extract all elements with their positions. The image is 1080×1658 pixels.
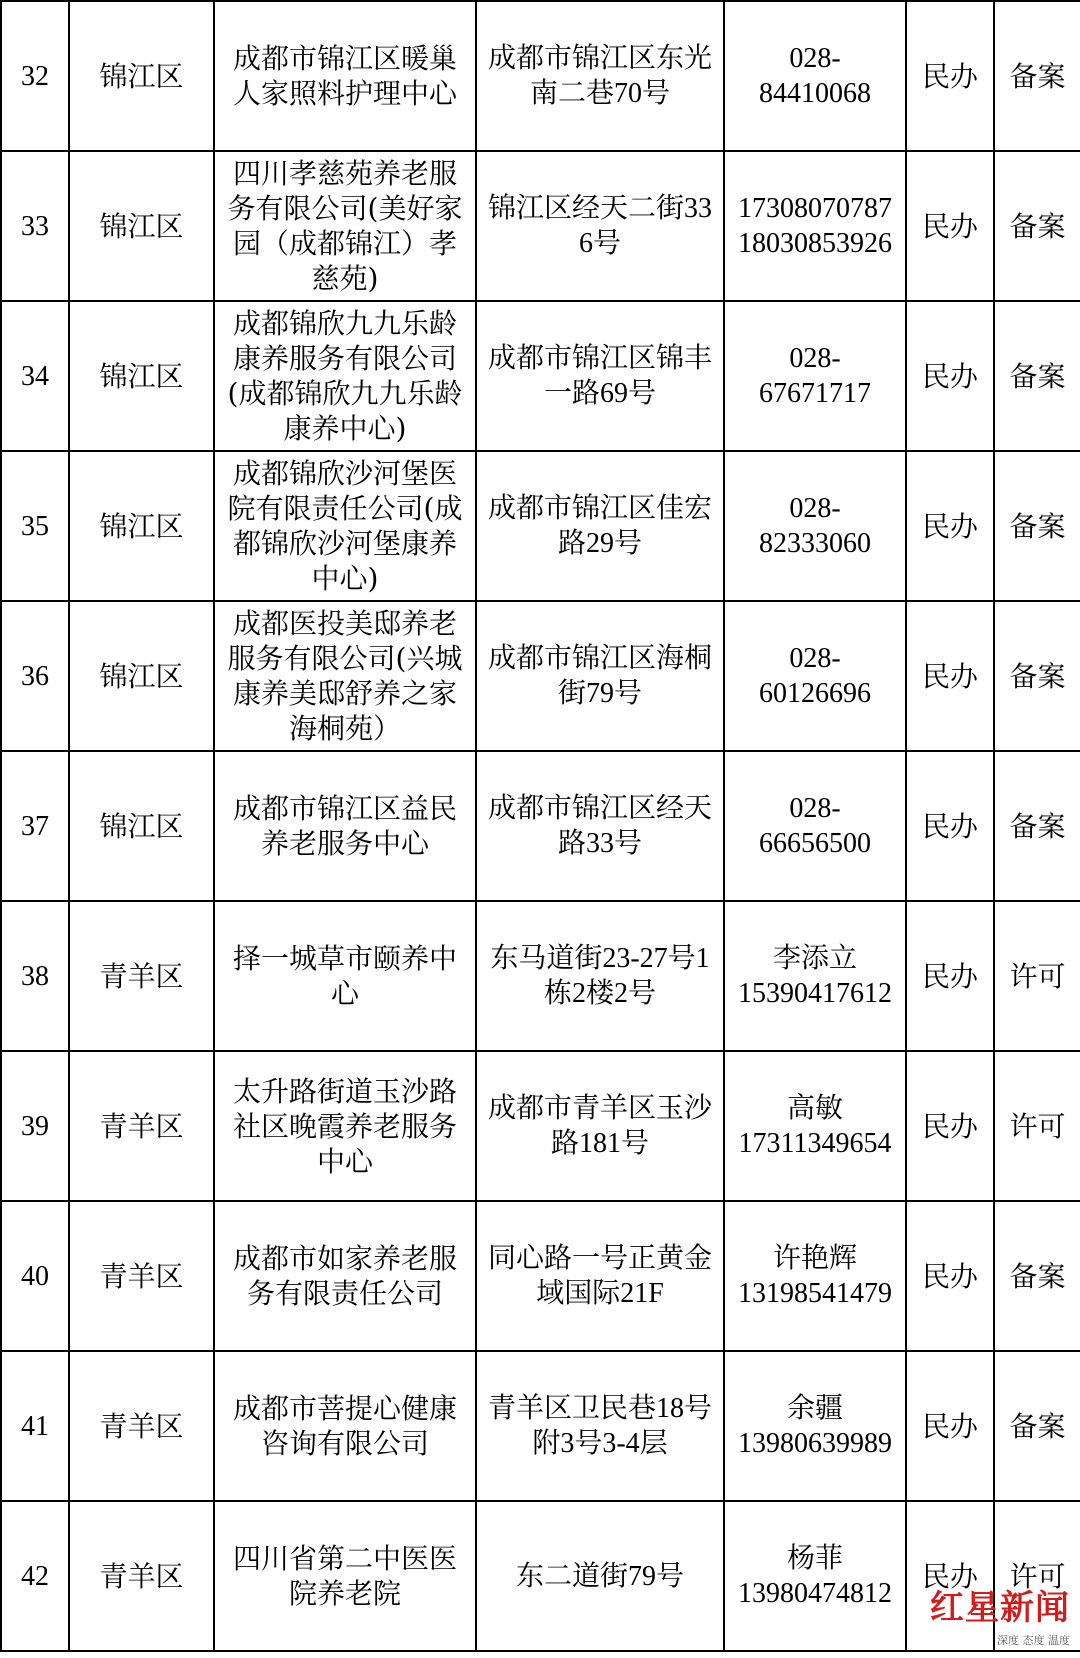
cell-number: 39 xyxy=(1,1051,69,1201)
cell-status: 备案 xyxy=(994,1,1080,151)
cell-address: 成都市青羊区玉沙路181号 xyxy=(476,1051,724,1201)
cell-status: 备案 xyxy=(994,601,1080,751)
table-row xyxy=(1,1351,1080,1501)
table-row xyxy=(1,151,1080,301)
cell-status: 备案 xyxy=(994,1351,1080,1501)
cell-contact: 许艳辉 13198541479 xyxy=(724,1201,906,1351)
cell-address: 成都市锦江区海桐街79号 xyxy=(476,601,724,751)
cell-district: 锦江区 xyxy=(69,751,214,901)
cell-type: 民办 xyxy=(906,901,994,1051)
cell-institution-name: 成都医投美邸养老服务有限公司(兴城康养美邸舒养之家海桐苑） xyxy=(214,601,476,751)
cell-type: 民办 xyxy=(906,751,994,901)
cell-institution-name: 成都市菩提心健康咨询有限公司 xyxy=(214,1351,476,1501)
cell-type: 民办 xyxy=(906,1,994,151)
table-row xyxy=(1,451,1080,601)
cell-number: 42 xyxy=(1,1501,69,1651)
cell-institution-name: 四川孝慈苑养老服务有限公司(美好家园（成都锦江）孝慈苑) xyxy=(214,151,476,301)
cell-number: 35 xyxy=(1,451,69,601)
cell-status: 许可 xyxy=(994,901,1080,1051)
cell-district: 锦江区 xyxy=(69,1,214,151)
cell-address: 东二道街79号 xyxy=(476,1501,724,1651)
cell-status: 备案 xyxy=(994,151,1080,301)
cell-contact: 17308070787 18030853926 xyxy=(724,151,906,301)
cell-number: 41 xyxy=(1,1351,69,1501)
cell-contact: 高敏 17311349654 xyxy=(724,1051,906,1201)
watermark-title: 红星新闻 xyxy=(930,1588,1070,1628)
table-row xyxy=(1,1,1080,151)
cell-status: 备案 xyxy=(994,1201,1080,1351)
watermark-logo xyxy=(890,1580,1070,1650)
cell-contact: 028- 67671717 xyxy=(724,301,906,451)
cell-status: 许可 xyxy=(994,1501,1080,1651)
cell-number: 40 xyxy=(1,1201,69,1351)
cell-number: 38 xyxy=(1,901,69,1051)
cell-district: 锦江区 xyxy=(69,601,214,751)
cell-type: 民办 xyxy=(906,301,994,451)
cell-district: 锦江区 xyxy=(69,301,214,451)
table-body xyxy=(1,1,1080,1651)
cell-status: 备案 xyxy=(994,451,1080,601)
cell-institution-name: 太升路街道玉沙路社区晚霞养老服务中心 xyxy=(214,1051,476,1201)
table-row xyxy=(1,1051,1080,1201)
cell-district: 青羊区 xyxy=(69,1501,214,1651)
cell-address: 青羊区卫民巷18号附3号3-4层 xyxy=(476,1351,724,1501)
cell-number: 32 xyxy=(1,1,69,151)
table-row xyxy=(1,301,1080,451)
cell-number: 37 xyxy=(1,751,69,901)
cell-institution-name: 成都市锦江区益民养老服务中心 xyxy=(214,751,476,901)
cell-number: 36 xyxy=(1,601,69,751)
cell-institution-name: 成都锦欣九九乐龄康养服务有限公司(成都锦欣九九乐龄康养中心) xyxy=(214,301,476,451)
cell-district: 青羊区 xyxy=(69,1351,214,1501)
cell-district: 青羊区 xyxy=(69,1201,214,1351)
cell-status: 备案 xyxy=(994,301,1080,451)
cell-type: 民办 xyxy=(906,601,994,751)
cell-type: 民办 xyxy=(906,1351,994,1501)
cell-institution-name: 成都市如家养老服务有限责任公司 xyxy=(214,1201,476,1351)
cell-address: 东马道街23-27号1栋2楼2号 xyxy=(476,901,724,1051)
cell-contact: 杨菲 13980474812 xyxy=(724,1501,906,1651)
cell-address: 成都市锦江区佳宏路29号 xyxy=(476,451,724,601)
cell-contact: 余疆 13980639989 xyxy=(724,1351,906,1501)
cell-district: 青羊区 xyxy=(69,901,214,1051)
cell-type: 民办 xyxy=(906,1201,994,1351)
cell-address: 成都市锦江区东光南二巷70号 xyxy=(476,1,724,151)
cell-contact: 李添立 15390417612 xyxy=(724,901,906,1051)
cell-address: 成都市锦江区锦丰一路69号 xyxy=(476,301,724,451)
watermark-tagline: 深度 态度 温度 xyxy=(997,1634,1070,1647)
cell-type: 民办 xyxy=(906,1051,994,1201)
cell-institution-name: 择一城草市颐养中心 xyxy=(214,901,476,1051)
cell-address: 同心路一号正黄金域国际21F xyxy=(476,1201,724,1351)
table-row xyxy=(1,751,1080,901)
cell-contact: 028- 66656500 xyxy=(724,751,906,901)
cell-contact: 028- 84410068 xyxy=(724,1,906,151)
cell-address: 锦江区经天二街336号 xyxy=(476,151,724,301)
cell-district: 锦江区 xyxy=(69,151,214,301)
table-row xyxy=(1,601,1080,751)
cell-number: 34 xyxy=(1,301,69,451)
cell-type: 民办 xyxy=(906,151,994,301)
table-row xyxy=(1,901,1080,1051)
cell-district: 锦江区 xyxy=(69,451,214,601)
cell-type: 民办 xyxy=(906,451,994,601)
cell-status: 备案 xyxy=(994,751,1080,901)
cell-address: 成都市锦江区经天路33号 xyxy=(476,751,724,901)
cell-district: 青羊区 xyxy=(69,1051,214,1201)
cell-institution-name: 四川省第二中医医院养老院 xyxy=(214,1501,476,1651)
table-row xyxy=(1,1201,1080,1351)
cell-status: 许可 xyxy=(994,1051,1080,1201)
cell-contact: 028- 82333060 xyxy=(724,451,906,601)
cell-contact: 028- 60126696 xyxy=(724,601,906,751)
cell-number: 33 xyxy=(1,151,69,301)
cell-institution-name: 成都市锦江区暖巢人家照料护理中心 xyxy=(214,1,476,151)
cell-type: 民办 xyxy=(906,1501,994,1651)
cell-institution-name: 成都锦欣沙河堡医院有限责任公司(成都锦欣沙河堡康养中心) xyxy=(214,451,476,601)
